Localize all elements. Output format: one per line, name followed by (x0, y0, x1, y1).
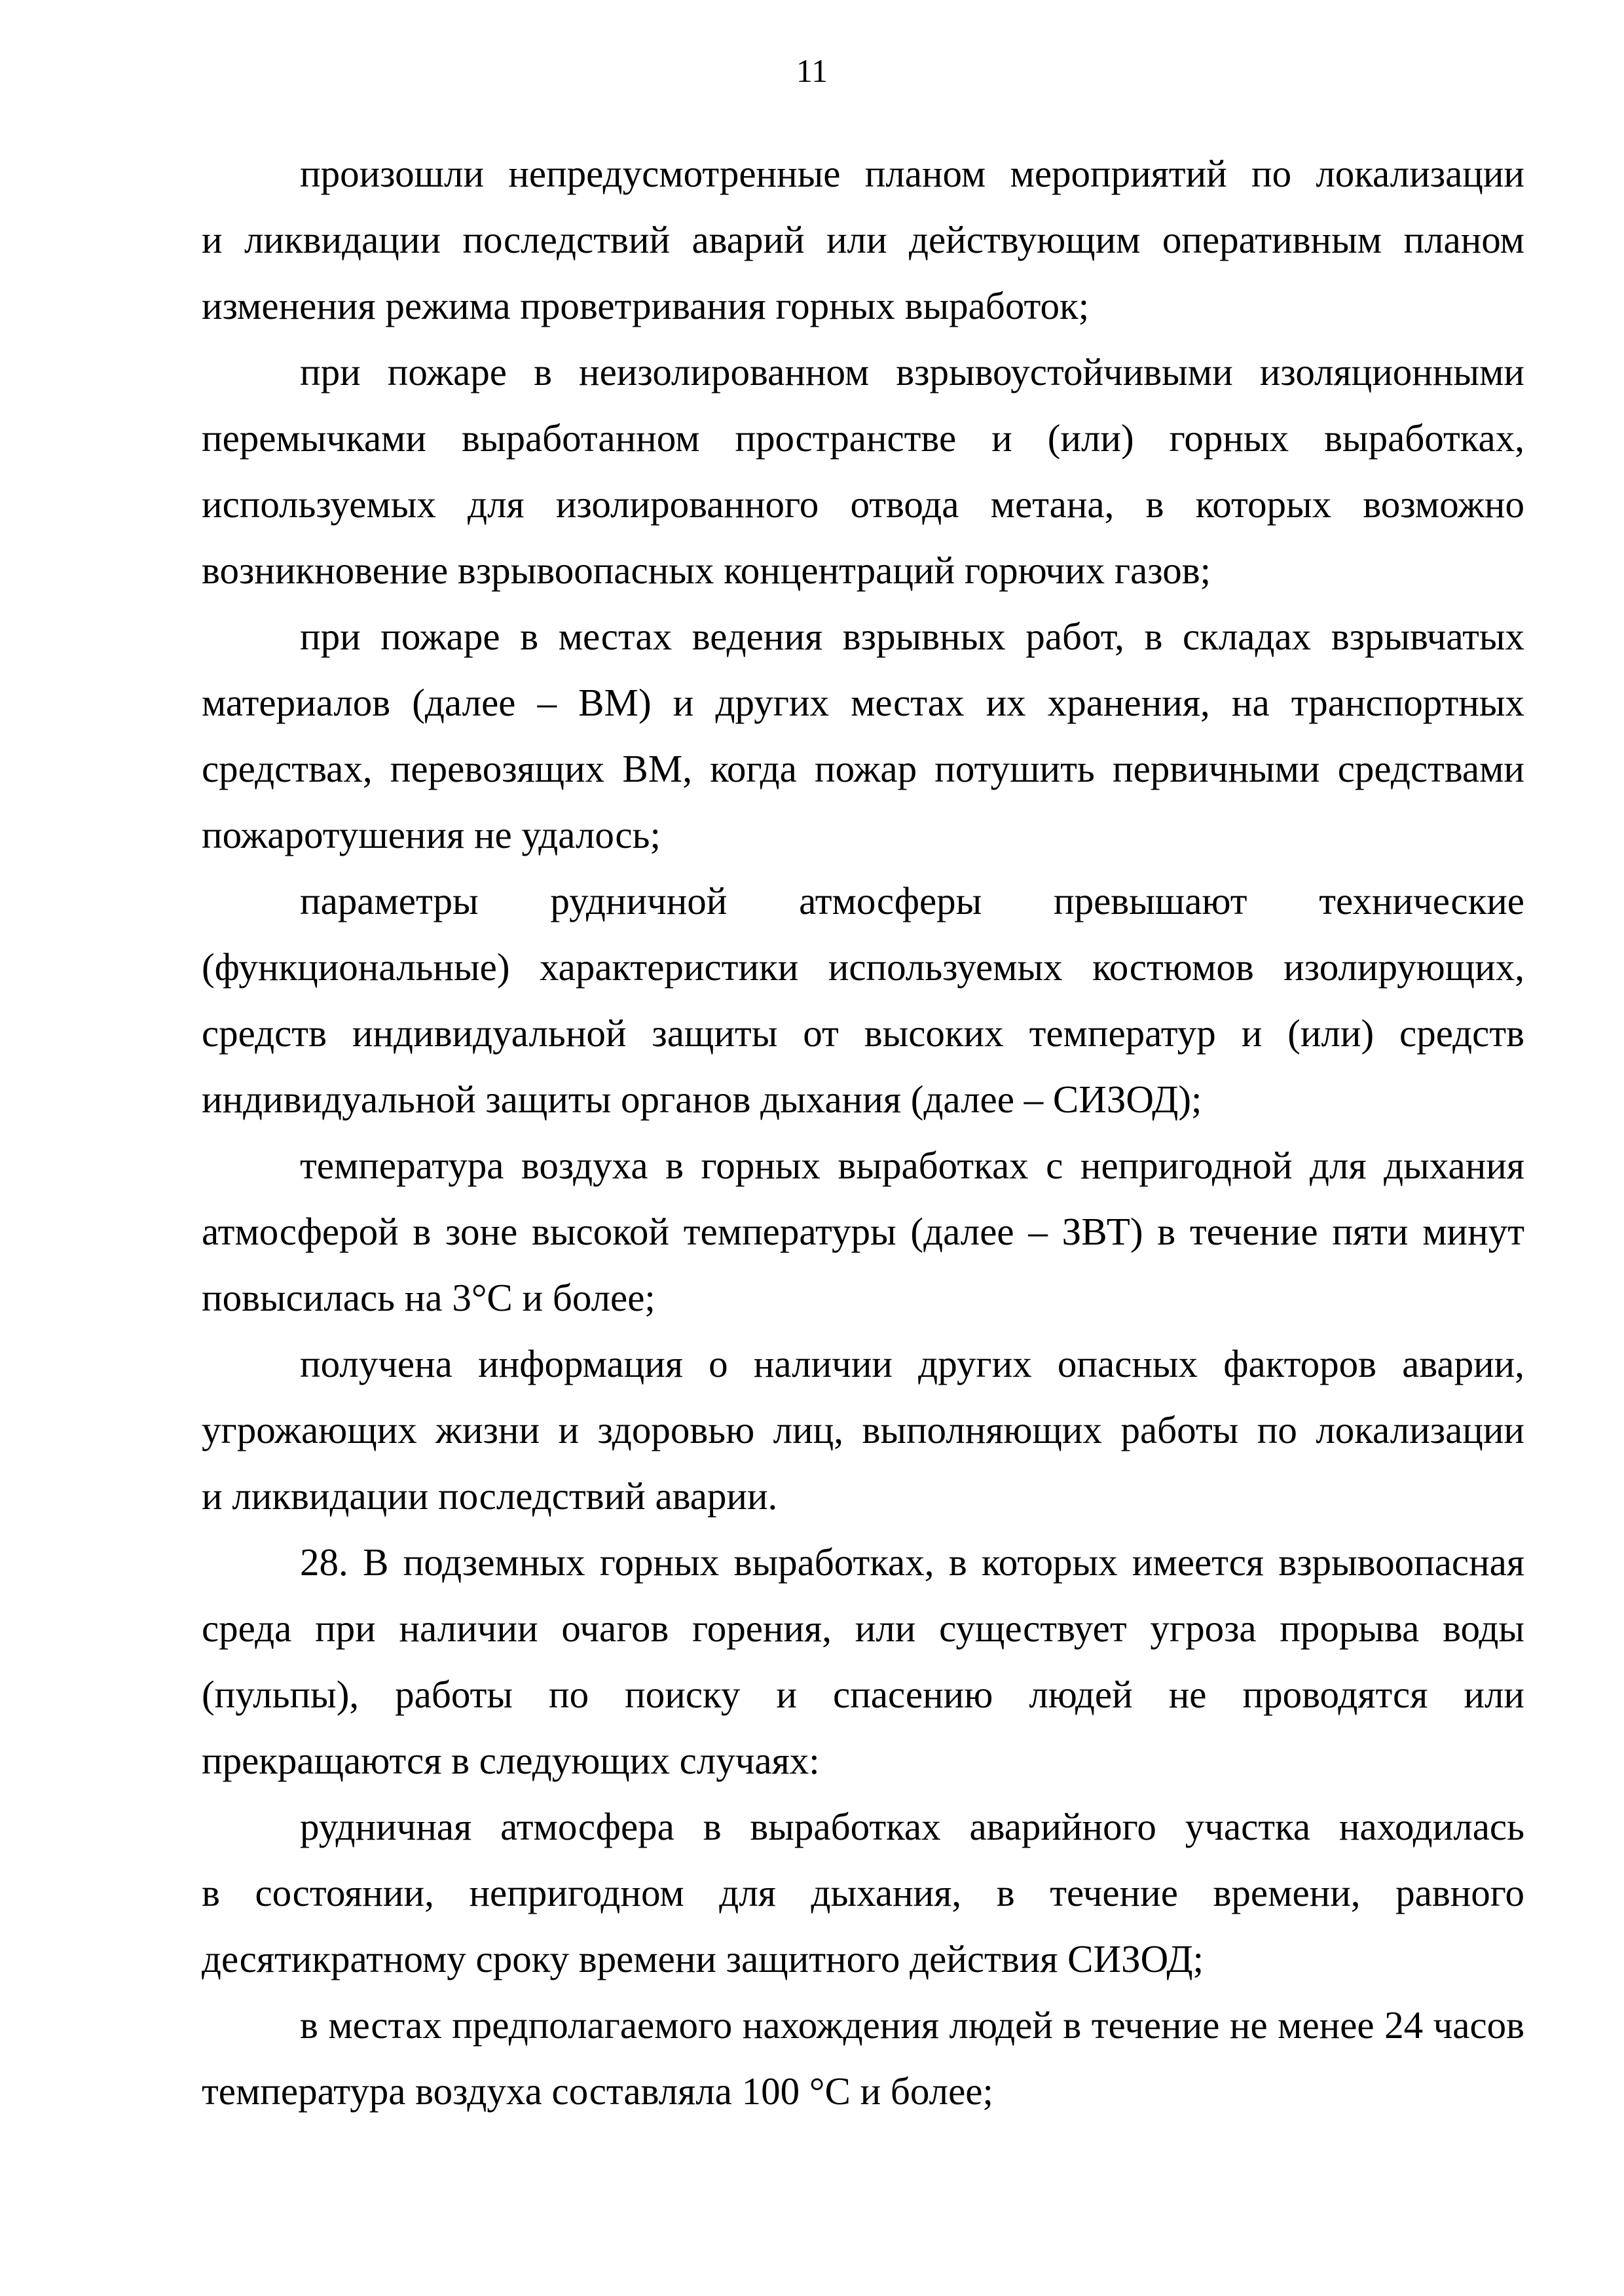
paragraph-5-line-1: температура воздуха в горных выработках с непригодной для дыхания (300, 1144, 1524, 1187)
paragraph-4-line-3: средств индивидуальной защиты от высоких температур и (или) средств (202, 1011, 1524, 1055)
paragraph-7-line-4: прекращаются в следующих случаях: (202, 1739, 820, 1782)
paragraph-6-line-2: угрожающих жизни и здоровью лиц, выполняющих работы по локализации (202, 1408, 1524, 1451)
paragraph-2-line-3: используемых для изолированного отвода метана, в которых возможно (202, 483, 1524, 526)
paragraph-7-line-3: (пульпы), работы по поиску и спасению людей не проводятся или (202, 1673, 1524, 1716)
paragraph-5-line-3: повысилась на 3°С и более; (202, 1276, 655, 1319)
paragraph-4-line-4: индивидуальной защиты органов дыхания (далее – СИЗОД); (202, 1078, 1202, 1121)
paragraph-9-line-1: в местах предполагаемого нахождения людей в течение не менее 24 часов (300, 2003, 1524, 2047)
paragraph-4-line-2: (функциональные) характеристики используемых костюмов изолирующих, (202, 945, 1524, 989)
paragraph-8-line-3: десятикратному сроку времени защитного действия СИЗОД; (202, 1937, 1204, 1980)
paragraph-3-line-4: пожаротушения не удалось; (202, 813, 661, 856)
paragraph-7-line-2: среда при наличии очагов горения, или существует угроза прорыва воды (202, 1607, 1524, 1650)
paragraph-6-line-3: и ликвидации последствий аварии. (202, 1474, 778, 1518)
paragraph-1-line-3: изменения режима проветривания горных выработок; (202, 284, 1090, 327)
page-number: 11 (796, 52, 828, 89)
paragraph-7-line-1: 28. В подземных горных выработках, в которых имеется взрывоопасная (300, 1540, 1524, 1584)
document-body (202, 141, 1524, 2124)
paragraph-9-line-2: температура воздуха составляла 100 °С и более; (202, 2069, 993, 2113)
paragraph-1-line-2: и ликвидации последствий аварий или действующим оперативным планом (202, 218, 1524, 261)
paragraph-1-line-1: произошли непредусмотренные планом мероприятий по локализации (300, 152, 1524, 195)
paragraph-8-line-2: в состоянии, непригодном для дыхания, в течение времени, равного (202, 1871, 1524, 1914)
paragraph-2-line-2: перемычками выработанном пространстве и (или) горных выработках, (202, 416, 1524, 460)
paragraph-4-line-1: параметры рудничной атмосферы превышают технические (300, 879, 1524, 922)
paragraph-6-line-1: получена информация о наличии других опасных факторов аварии, (300, 1342, 1524, 1385)
paragraph-3-line-3: средствах, перевозящих ВМ, когда пожар потушить первичными средствами (202, 747, 1524, 790)
paragraph-3-line-1: при пожаре в местах ведения взрывных работ, в складах взрывчатых (300, 615, 1524, 658)
paragraph-2-line-4: возникновение взрывоопасных концентраций горючих газов; (202, 549, 1211, 592)
paragraph-2-line-1: при пожаре в неизолированном взрывоустойчивыми изоляционными (300, 350, 1524, 393)
paragraph-5-line-2: атмосферой в зоне высокой температуры (далее – ЗВТ) в течение пяти минут (202, 1210, 1524, 1253)
paragraph-8-line-1: рудничная атмосфера в выработках аварийного участка находилась (300, 1805, 1524, 1848)
paragraph-3-line-2: материалов (далее – ВМ) и других местах их хранения, на транспортных (202, 681, 1524, 724)
